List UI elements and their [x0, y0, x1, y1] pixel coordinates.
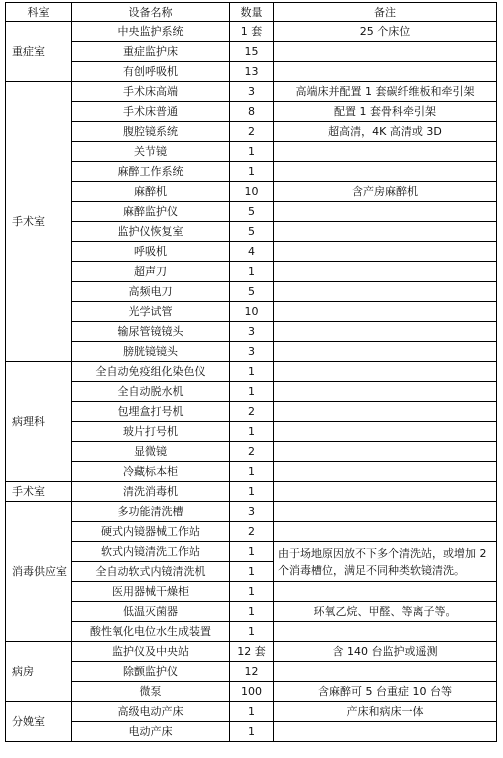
department-cell: 手术室 [6, 482, 72, 502]
table-row [6, 282, 497, 302]
department-cell: 消毒供应室 [6, 502, 72, 642]
note-cell [274, 402, 497, 422]
table-row [6, 362, 497, 382]
table-row [6, 62, 497, 82]
quantity-cell: 12 套 [230, 642, 274, 662]
note-cell: 25 个床位 [274, 22, 497, 42]
note-cell: 含 140 台监护或遥测 [274, 642, 497, 662]
table-row [6, 302, 497, 322]
note-cell [274, 442, 497, 462]
equipment-name-cell: 低温灭菌器 [72, 602, 230, 622]
table-row [6, 162, 497, 182]
table-row [6, 542, 497, 562]
note-cell [274, 362, 497, 382]
quantity-cell: 3 [230, 322, 274, 342]
table-body [6, 22, 497, 742]
table-row [6, 622, 497, 642]
table-row [6, 142, 497, 162]
department-cell: 分娩室 [6, 702, 72, 742]
header-qty: 数量 [230, 3, 274, 22]
equipment-name-cell: 输尿管镜镜头 [72, 322, 230, 342]
note-cell: 高端床并配置 1 套碳纤维板和牵引架 [274, 82, 497, 102]
department-cell: 重症室 [6, 22, 72, 82]
equipment-name-cell: 关节镜 [72, 142, 230, 162]
table-row [6, 642, 497, 662]
table-row [6, 462, 497, 482]
equipment-name-cell: 电动产床 [72, 722, 230, 742]
equipment-name-cell: 光学试管 [72, 302, 230, 322]
equipment-name-cell: 全自动免疫组化染色仪 [72, 362, 230, 382]
note-cell [274, 282, 497, 302]
equipment-name-cell: 腹腔镜系统 [72, 122, 230, 142]
table-row [6, 22, 497, 42]
equipment-name-cell: 麻醉监护仪 [72, 202, 230, 222]
quantity-cell: 1 套 [230, 22, 274, 42]
quantity-cell: 8 [230, 102, 274, 122]
note-cell [274, 262, 497, 282]
table-row [6, 402, 497, 422]
header-note: 备注 [274, 3, 497, 22]
equipment-table [5, 2, 497, 742]
quantity-cell: 1 [230, 622, 274, 642]
quantity-cell: 1 [230, 422, 274, 442]
note-cell [274, 582, 497, 602]
equipment-name-cell: 全自动脱水机 [72, 382, 230, 402]
quantity-cell: 1 [230, 382, 274, 402]
table-row [6, 442, 497, 462]
equipment-name-cell: 冷藏标本柜 [72, 462, 230, 482]
department-cell: 病房 [6, 642, 72, 702]
department-cell: 手术室 [6, 82, 72, 362]
equipment-name-cell: 全自动软式内镜清洗机 [72, 562, 230, 582]
quantity-cell: 5 [230, 222, 274, 242]
quantity-cell: 1 [230, 482, 274, 502]
table-row [6, 582, 497, 602]
equipment-name-cell: 玻片打号机 [72, 422, 230, 442]
note-cell [274, 62, 497, 82]
quantity-cell: 100 [230, 682, 274, 702]
quantity-cell: 1 [230, 162, 274, 182]
note-cell [274, 222, 497, 242]
equipment-name-cell: 酸性氧化电位水生成装置 [72, 622, 230, 642]
equipment-name-cell: 除颤监护仪 [72, 662, 230, 682]
equipment-name-cell: 高频电刀 [72, 282, 230, 302]
header-row [6, 3, 497, 22]
equipment-name-cell: 麻醉工作系统 [72, 162, 230, 182]
quantity-cell: 3 [230, 342, 274, 362]
note-cell: 含产房麻醉机 [274, 182, 497, 202]
note-cell [274, 342, 497, 362]
table-row [6, 322, 497, 342]
quantity-cell: 1 [230, 722, 274, 742]
note-cell [274, 622, 497, 642]
equipment-name-cell: 包埋盒打号机 [72, 402, 230, 422]
quantity-cell: 4 [230, 242, 274, 262]
header-dept: 科室 [6, 3, 72, 22]
equipment-name-cell: 呼吸机 [72, 242, 230, 262]
quantity-cell: 1 [230, 702, 274, 722]
equipment-name-cell: 软式内镜清洗工作站 [72, 542, 230, 562]
note-cell: 配置 1 套骨科牵引架 [274, 102, 497, 122]
quantity-cell: 10 [230, 302, 274, 322]
equipment-name-cell: 手术床高端 [72, 82, 230, 102]
table-row [6, 82, 497, 102]
table-row [6, 42, 497, 62]
note-cell [274, 202, 497, 222]
note-cell [274, 422, 497, 442]
table-row [6, 222, 497, 242]
equipment-name-cell: 显微镜 [72, 442, 230, 462]
table-row [6, 422, 497, 442]
equipment-name-cell: 硬式内镜器械工作站 [72, 522, 230, 542]
equipment-name-cell: 监护仪恢复室 [72, 222, 230, 242]
equipment-name-cell: 重症监护床 [72, 42, 230, 62]
table-row [6, 522, 497, 542]
equipment-name-cell: 麻醉机 [72, 182, 230, 202]
equipment-name-cell: 膀胱镜镜头 [72, 342, 230, 362]
note-cell [274, 482, 497, 502]
quantity-cell: 5 [230, 202, 274, 222]
table-row [6, 602, 497, 622]
table-row [6, 122, 497, 142]
note-cell [274, 722, 497, 742]
note-cell: 环氧乙烷、甲醛、等离子等。 [274, 602, 497, 622]
table-row [6, 502, 497, 522]
equipment-name-cell: 超声刀 [72, 262, 230, 282]
quantity-cell: 1 [230, 602, 274, 622]
note-cell [274, 142, 497, 162]
equipment-name-cell: 清洗消毒机 [72, 482, 230, 502]
equipment-name-cell: 监护仪及中央站 [72, 642, 230, 662]
note-cell [274, 162, 497, 182]
quantity-cell: 1 [230, 582, 274, 602]
quantity-cell: 1 [230, 462, 274, 482]
table-row [6, 202, 497, 222]
table-row [6, 102, 497, 122]
table-row [6, 722, 497, 742]
equipment-name-cell: 手术床普通 [72, 102, 230, 122]
table-row [6, 382, 497, 402]
quantity-cell: 13 [230, 62, 274, 82]
note-cell [274, 322, 497, 342]
equipment-name-cell: 中央监护系统 [72, 22, 230, 42]
note-cell: 超高清，4K 高清或 3D [274, 122, 497, 142]
table-row [6, 182, 497, 202]
quantity-cell: 1 [230, 562, 274, 582]
table-row [6, 482, 497, 502]
equipment-name-cell: 微泵 [72, 682, 230, 702]
quantity-cell: 2 [230, 402, 274, 422]
table-row [6, 262, 497, 282]
note-cell [274, 522, 497, 542]
quantity-cell: 3 [230, 82, 274, 102]
quantity-cell: 12 [230, 662, 274, 682]
quantity-cell: 1 [230, 142, 274, 162]
table-row [6, 342, 497, 362]
quantity-cell: 2 [230, 522, 274, 542]
quantity-cell: 2 [230, 122, 274, 142]
note-cell [274, 42, 497, 62]
table-row [6, 702, 497, 722]
note-cell: 含麻醉可 5 台重症 10 台等 [274, 682, 497, 702]
note-cell [274, 302, 497, 322]
quantity-cell: 3 [230, 502, 274, 522]
quantity-cell: 15 [230, 42, 274, 62]
quantity-cell: 10 [230, 182, 274, 202]
equipment-name-cell: 医用器械干燥柜 [72, 582, 230, 602]
note-cell [274, 662, 497, 682]
department-cell: 病理科 [6, 362, 72, 482]
quantity-cell: 1 [230, 542, 274, 562]
table-row [6, 682, 497, 702]
quantity-cell: 5 [230, 282, 274, 302]
note-cell [274, 242, 497, 262]
note-cell [274, 502, 497, 522]
table-row [6, 662, 497, 682]
note-cell: 产床和病床一体 [274, 702, 497, 722]
merged-note-cell: 由于场地原因放不下多个清洗站，或增加 2 个消毒槽位，满足不同种类软镜清洗。 [274, 542, 497, 582]
header-name: 设备名称 [72, 3, 230, 22]
equipment-name-cell: 高级电动产床 [72, 702, 230, 722]
quantity-cell: 1 [230, 362, 274, 382]
equipment-name-cell: 有创呼吸机 [72, 62, 230, 82]
equipment-name-cell: 多功能清洗槽 [72, 502, 230, 522]
quantity-cell: 1 [230, 262, 274, 282]
note-cell [274, 462, 497, 482]
quantity-cell: 2 [230, 442, 274, 462]
table-row [6, 242, 497, 262]
note-cell [274, 382, 497, 402]
